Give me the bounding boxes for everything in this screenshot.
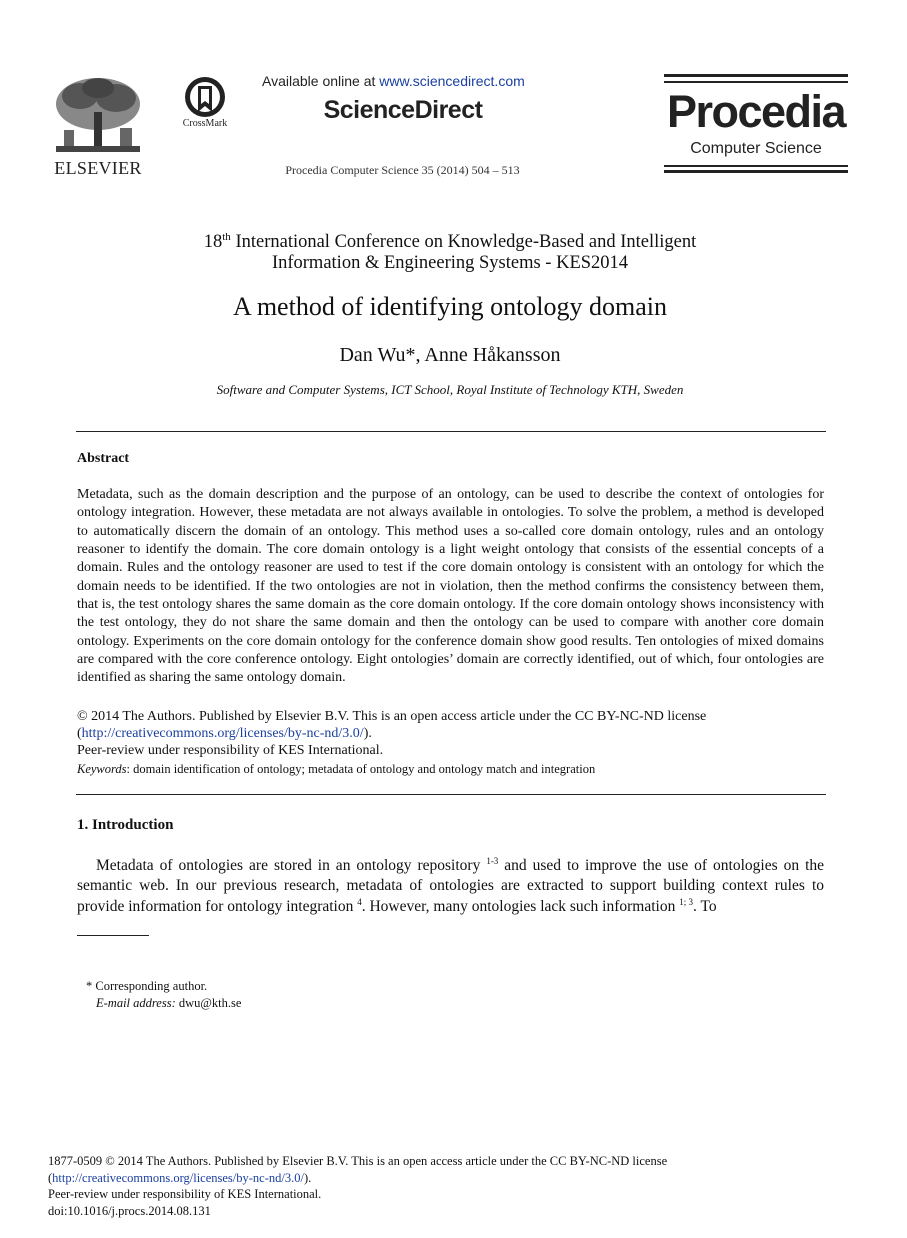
intro-text: and used to improve the use of ontologies on the semantic web. In our previous research, metadata of ontologies are extracted to support building context rules to provide information for ontology integration <box>77 857 825 915</box>
procedia-subtitle: Computer Science <box>690 140 822 157</box>
procedia-title: Procedia <box>666 86 846 137</box>
conference-line1: International Conference on Knowledge-Based and Intelligent <box>230 232 697 253</box>
corresponding-author: * Corresponding author. <box>86 979 208 993</box>
keywords <box>77 762 824 777</box>
available-online <box>262 73 525 89</box>
intro-text: . However, many ontologies lack such information <box>361 897 680 915</box>
license-block <box>77 708 824 759</box>
crossmark-label: CrossMark <box>182 118 228 129</box>
page-footer <box>48 1153 868 1219</box>
elsevier-tree-icon <box>50 74 146 156</box>
license-close-paren: ). <box>363 726 372 741</box>
abstract-heading: Abstract <box>77 451 130 466</box>
footer-doi[interactable]: doi:10.1016/j.procs.2014.08.131 <box>48 1203 211 1218</box>
citation-ref[interactable]: 1-3 <box>486 855 499 866</box>
email-label: E-mail address: <box>96 996 176 1010</box>
divider-bottom <box>76 794 826 795</box>
sciencedirect-link[interactable]: www.sciencedirect.com <box>379 73 525 89</box>
elsevier-wordmark: ELSEVIER <box>54 158 142 178</box>
intro-text: Metadata of ontologies are stored in an ontology repository <box>96 857 487 874</box>
keywords-label: Keywords <box>77 762 127 776</box>
paper-title: A method of identifying ontology domain <box>232 292 667 321</box>
conference-name <box>90 227 810 274</box>
introduction-body <box>77 856 824 917</box>
procedia-logo <box>664 74 848 174</box>
citation-ref[interactable]: 1; 3 <box>679 896 693 907</box>
email-address[interactable]: dwu@kth.se <box>175 996 242 1010</box>
intro-text: . To <box>693 897 717 915</box>
footer-open-paren: ( <box>48 1170 53 1185</box>
available-online-prefix: Available online at <box>262 73 380 89</box>
affiliation: Software and Computer Systems, ICT School, Royal Institute of Technology KTH, Sweden <box>216 382 684 397</box>
footer-license-link[interactable]: http://creativecommons.org/licenses/by-nc-nd/3.0/ <box>52 1170 304 1185</box>
footer-issn-line: 1877-0509 © 2014 The Authors. Published by Elsevier B.V. This is an open access article under the CC BY-NC-ND license <box>48 1154 668 1168</box>
footnote-divider <box>77 935 149 936</box>
crossmark-icon <box>176 76 234 118</box>
license-open-paren: ( <box>77 726 82 741</box>
footer-peer-review: Peer-review under responsibility of KES International. <box>48 1187 322 1201</box>
footnote <box>86 978 241 1012</box>
crossmark-badge[interactable] <box>176 76 234 132</box>
elsevier-logo <box>50 74 146 176</box>
divider-top <box>76 431 826 432</box>
citation-ref[interactable]: 4 <box>357 896 362 907</box>
keywords-text: : domain identification of ontology; metadata of ontology and ontology match and integration <box>126 762 596 776</box>
copyright-line: © 2014 The Authors. Published by Elsevier B.V. This is an open access article under the CC BY-NC-ND license <box>77 709 707 724</box>
authors: Dan Wu*, Anne Håkansson <box>339 344 561 366</box>
section-heading-introduction: 1. Introduction <box>77 817 174 833</box>
conference-line2: Information & Engineering Systems - KES2014 <box>271 253 629 274</box>
footer-close-paren: ). <box>303 1170 312 1185</box>
license-link[interactable]: http://creativecommons.org/licenses/by-nc-nd/3.0/ <box>81 726 364 741</box>
journal-reference: Procedia Computer Science 35 (2014) 504 – 513 <box>285 163 520 177</box>
conference-number: 18 <box>203 232 223 253</box>
sciencedirect-wordmark: ScienceDirect <box>323 96 483 124</box>
conference-ordinal: th <box>222 231 231 243</box>
abstract-body: Metadata, such as the domain description and the purpose of an ontology, can be used to describe the context of ontologies for ontology integration. However, these metadata are not always available in ontologies. To solve the problem, a method is developed to automatically discern the domain of an ontology. This method uses a so-called core domain ontology, rules and an ontology reasoner to identify the domain. The core domain ontology is a light weight ontology that consists of the essential concepts of a domain. Rules and the ontology reasoner are used to test if the core domain ontology is consistent with an ontology for which the domain needs to be identified. If the two ontologies are not in violation, then the method confirms the consistency between them, that is, the test ontology shares the same domain as the core domain ontology. If the core domain ontology shows inconsistency with the test ontology, they do not share the same domain and then the ontology can be used to compare with another core domain ontology. Experiments on the core domain ontology for the conference domain show good results. Ten ontologies of mixed domains are compared with the core conference ontology. Eight ontologies’ domain are correctly identified, out of which, four ontologies are identified as sharing the same ontology domain. <box>77 487 824 686</box>
peer-review-line: Peer-review under responsibility of KES International. <box>77 743 384 758</box>
